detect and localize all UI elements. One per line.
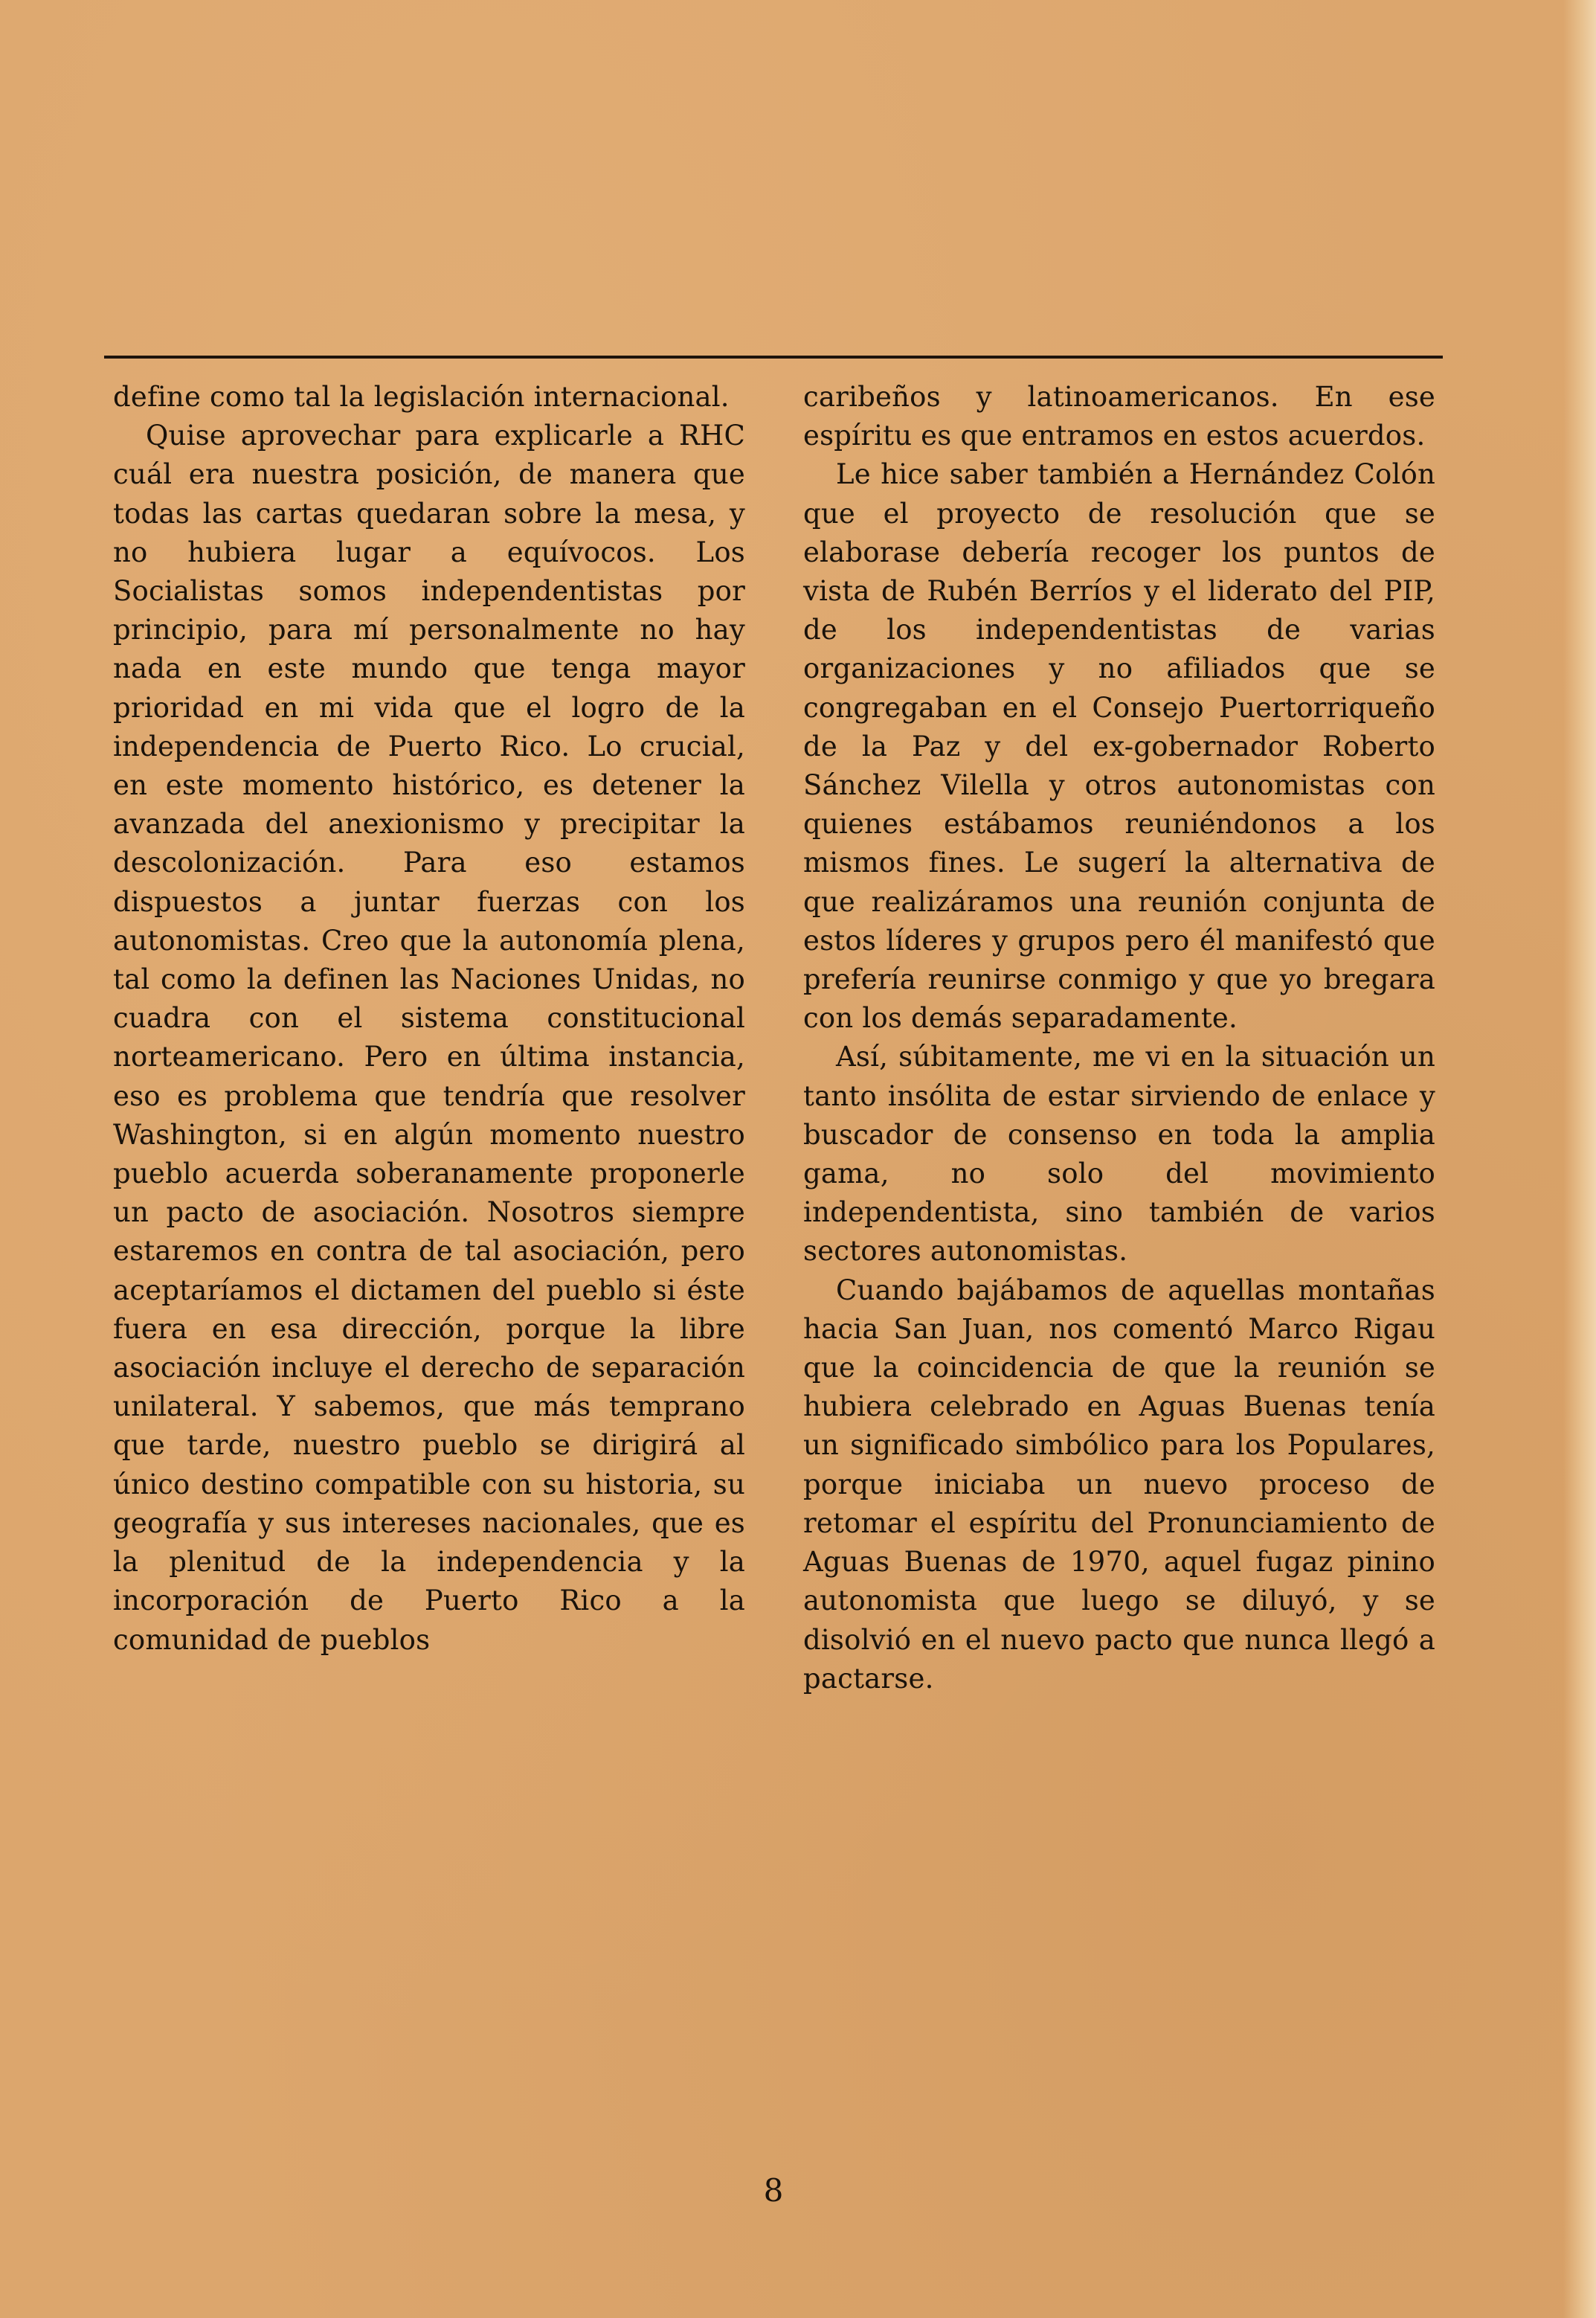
left-column bbox=[113, 378, 745, 1660]
paragraph: Le hice saber también a Hernández Colón que el proyecto de resolución que se elaborase debería recoger los puntos de vista de Rubén Berríos y el liderato del PIP, de los independentistas de varias organizaciones y no afiliados que se congregaban en el Consejo Puertorriqueño de la Paz y del ex-gobernador Roberto Sánchez Vilella y otros autonomistas con quienes estábamos reuniéndonos a los mismos fines. Le sugerí la alternativa de que realizáramos una reunión conjunta de estos líderes y grupos pero él manifestó que prefería reunirse conmigo y que yo bregara con los demás separadamente. bbox=[803, 458, 1435, 1035]
paragraph: Cuando bajábamos de aquellas montañas hacia San Juan, nos comentó Marco Rigau que la coincidencia de que la reunión se hubiera celebrado en Aguas Buenas tenía un significado simbólico para los Populares, porque iniciaba un nuevo proceso de retomar el espíritu del Pronunciamiento de Aguas Buenas de 1970, aquel fugaz pinino autonomista que luego se diluyó, y se disolvió en el nuevo pacto que nunca llegó a pactarse. bbox=[803, 1274, 1435, 1695]
right-column bbox=[803, 378, 1435, 1698]
page-edge bbox=[1563, 0, 1596, 2318]
paragraph: define como tal la legislación internacional. bbox=[113, 381, 730, 413]
paragraph: caribeños y latinoamericanos. En ese espíritu es que entramos en estos acuerdos. bbox=[803, 381, 1435, 452]
header-rule bbox=[104, 356, 1443, 359]
paragraph: Así, súbitamente, me vi en la situación un tanto insólita de estar sirviendo de enlace y buscador de consenso en toda la amplia gama, no solo del movimiento independentista, sino también de varios sectores autonomistas. bbox=[803, 1041, 1435, 1268]
paragraph: Quise aprovechar para explicarle a RHC cuál era nuestra posición, de manera que todas las cartas quedaran sobre la mesa, y no hubiera lugar a equívocos. Los Socialistas somos independentistas por principio, para mí personalmente no hay nada en este mundo que tenga mayor prioridad en mi vida que el logro de la independencia de Puerto Rico. Lo crucial, en este momento histórico, es detener la avanzada del anexionismo y precipitar la descolonización. Para eso estamos dispuestos a juntar fuerzas con los autonomistas. Creo que la autonomía plena, tal como la definen las Naciones Unidas, no cuadra con el sistema constitucional norteamericano. Pero en última instancia, eso es problema que tendría que resolver Washington, si en algún momento nuestro pueblo acuerda soberanamente proponerle un pacto de asociación. Nosotros siempre estaremos en contra de tal asociación, pero aceptaríamos el dictamen del pueblo si éste fuera en esa dirección, porque la libre asociación incluye el derecho de separación unilateral. Y sabemos, que más temprano que tarde, nuestro pueblo se dirigirá al único destino compatible con su historia, su geografía y sus intereses nacionales, que es la plenitud de la independencia y la incorporación de Puerto Rico a la comunidad de pueblos bbox=[113, 420, 745, 1656]
page-number: 8 bbox=[763, 2172, 784, 2209]
